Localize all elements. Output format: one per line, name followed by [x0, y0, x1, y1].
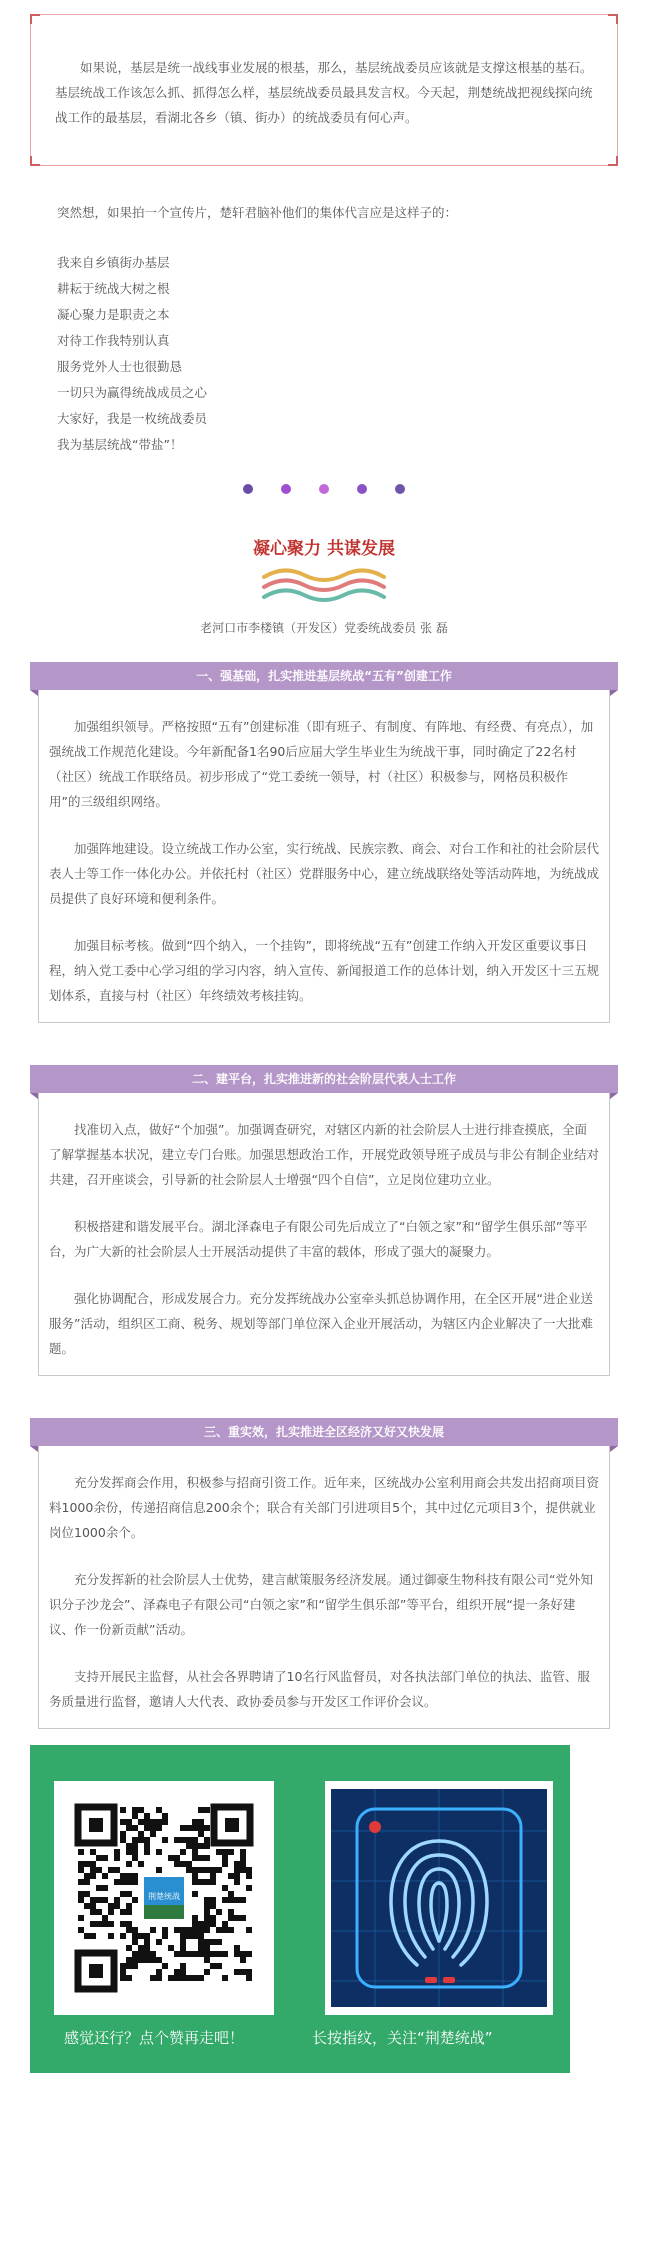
section-body: [38, 1446, 610, 1729]
article-header: [0, 534, 648, 636]
ribbon-fold: [30, 1093, 38, 1099]
poem-line: 我来自乡镇街办基层: [57, 255, 170, 270]
divider-dot: [243, 484, 253, 494]
section-paragraph: 充分发挥新的社会阶层人士优势，建言献策服务经济发展。通过御豪生物科技有限公司“党外知识分子沙龙会”、泽森电子有限公司“白领之家”和“留学生俱乐部”等平台，组织开展“提一条好建议、作一份新贡献”活动。: [49, 1572, 593, 1637]
article-title: 凝心聚力 共谋发展: [253, 539, 395, 559]
poem-line: 对待工作我特别认真: [57, 333, 170, 348]
poem-line: 耕耘于统战大树之根: [57, 281, 170, 296]
section-paragraph: 支持开展民主监督，从社会各界聘请了10名行风监督员，对各执法部门单位的执法、监管、服务质量进行监督，邀请人大代表、政协委员参与开发区工作评价会议。: [49, 1669, 590, 1709]
section-banner: [30, 1418, 618, 1446]
section-heading: 二、建平台，扎实推进新的社会阶层代表人士工作: [191, 1072, 456, 1086]
qr-code-card[interactable]: [54, 1781, 274, 2015]
corner-ornament: [30, 14, 40, 24]
qr-code-icon: [54, 1781, 274, 2015]
ribbon-fold: [30, 1446, 38, 1452]
dot-divider: [0, 484, 648, 494]
wave-ornament-icon: [259, 565, 389, 605]
section-body: [38, 1093, 610, 1376]
intro-box: [30, 14, 618, 166]
poem-line: 一切只为赢得统战成员之心: [57, 385, 208, 400]
fingerprint-card[interactable]: [325, 1781, 553, 2015]
section-banner: [30, 662, 618, 690]
qr-badge-text: 荆楚统战: [148, 1892, 180, 1901]
divider-dot: [395, 484, 405, 494]
section-banner: [30, 1065, 618, 1093]
ribbon-fold: [610, 1093, 618, 1099]
section-paragraph: 加强阵地建设。设立统战工作办公室，实行统战、民族宗教、商会、对台工作和社的社会阶层代表人士等工作一体化办公。并依托村（社区）党群服务中心，建立统战联络处等活动阵地，为统战成员提供了良好环境和便利条件。: [49, 841, 600, 906]
divider-dot: [357, 484, 367, 494]
article-author: 老河口市李楼镇（开发区）党委统战委员 张 磊: [200, 621, 448, 635]
section-3: [38, 1418, 610, 1729]
poem-line: 我为基层统战“带盐”！: [57, 437, 183, 452]
section-paragraph: 加强目标考核。做到“四个纳入，一个挂钩”，即将统战“五有”创建工作纳入开发区重要议事日程，纳入党工委中心学习组的学习内容，纳入宣传、新闻报道工作的总体计划，纳入开发区十三五规划体系，直接与村（社区）年终绩效考核挂钩。: [49, 938, 600, 1003]
section-paragraph: 积极搭建和谐发展平台。湖北泽森电子有限公司先后成立了“白领之家”和“留学生俱乐部”等平台，为广大新的社会阶层人士开展活动提供了丰富的载体，形成了强大的凝聚力。: [49, 1219, 588, 1259]
poem-list: [57, 250, 648, 458]
section-1: [38, 662, 610, 1023]
poem-line: 服务党外人士也很勤恳: [57, 359, 183, 374]
ribbon-fold: [610, 1446, 618, 1452]
poem-line: 凝心聚力是职责之本: [57, 307, 170, 322]
divider-dot: [319, 484, 329, 494]
section-heading: 一、强基础，扎实推进基层统战“五有”创建工作: [196, 669, 452, 683]
corner-ornament: [608, 14, 618, 24]
section-paragraph: 找准切入点，做好“个加强”。加强调查研究，对辖区内新的社会阶层人士进行排查摸底，全面了解掌握基本状况，建立专门台账。加强思想政治工作，开展党政领导班子成员与非公有制企业结对共建，召开座谈会，引导新的社会阶层人士增强“四个自信”，立足岗位建功立业。: [49, 1122, 600, 1187]
corner-ornament: [30, 156, 40, 166]
fingerprint-icon: [325, 1781, 553, 2015]
ribbon-fold: [30, 690, 38, 696]
section-paragraph: 加强组织领导。严格按照“五有”创建标准（即有班子、有制度、有阵地、有经费、有亮点），加强统战工作规范化建设。今年新配备1名90后应届大学生毕业生为统战干事，同时确定了22名村（社区）统战工作联络员。初步形成了“党工委统一领导，村（社区）积极参与，网格员积极作用”的三级组织网络。: [49, 719, 594, 809]
intro-text: 如果说，基层是统一战线事业发展的根基，那么，基层统战委员应该就是支撑这根基的基石。基层统战工作该怎么抓、抓得怎么样，基层统战委员最具发言权。今天起，荆楚统战把视线探向统战工作的最基层，看湖北各乡（镇、街办）的统战委员有何心声。: [55, 60, 593, 125]
footer-caption-like: 感觉还行？点个赞再走吧！: [64, 2029, 245, 2047]
lead-text: 突然想，如果拍一个宣传片，楚轩君脑补他们的集体代言应是这样子的：: [57, 205, 458, 220]
footer-banner: [30, 1745, 570, 2073]
poem-line: 大家好，我是一枚统战委员: [57, 411, 208, 426]
section-paragraph: 强化协调配合，形成发展合力。充分发挥统战办公室牵头抓总协调作用，在全区开展“进企业送服务”活动，组织区工商、税务、规划等部门单位深入企业开展活动，为辖区内企业解决了一大批难题。: [49, 1291, 593, 1356]
ribbon-fold: [610, 690, 618, 696]
section-paragraph: 充分发挥商会作用，积极参与招商引资工作。近年来，区统战办公室利用商会共发出招商项目资料1000余份，传递招商信息200余个；联合有关部门引进项目5个，其中过亿元项目3个，提供就业岗位1000余个。: [49, 1475, 600, 1540]
section-body: [38, 690, 610, 1023]
bottom-spacer: [0, 2073, 648, 2087]
footer-caption-follow: 长按指纹，关注“荆楚统战”: [312, 2029, 493, 2047]
divider-dot: [281, 484, 291, 494]
section-2: [38, 1065, 610, 1376]
section-heading: 三、重实效，扎实推进全区经济又好又快发展: [203, 1425, 444, 1439]
corner-ornament: [608, 156, 618, 166]
